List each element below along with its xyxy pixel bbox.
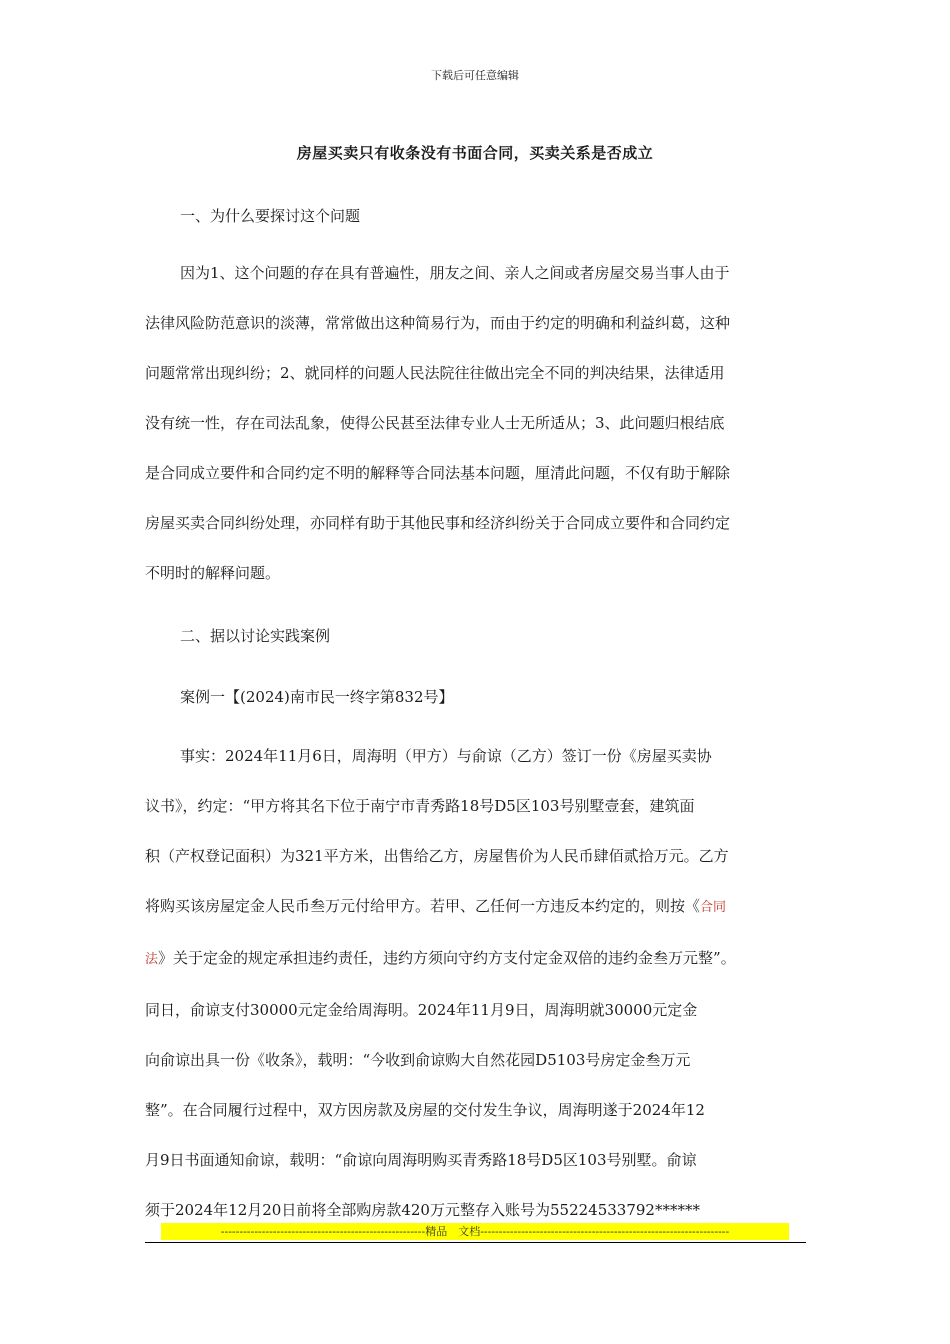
paragraph-line: 法律风险防范意识的淡薄，常常做出这种简易行为，而由于约定的明确和利益纠葛，这种 xyxy=(145,314,731,332)
paragraph-line: 没有统一性，存在司法乱象，使得公民甚至法律专业人士无所适从；3、此问题归根结底 xyxy=(145,414,725,432)
paragraph-reasons xyxy=(145,248,810,598)
paragraph-line xyxy=(145,933,810,985)
document-title: 房屋买卖只有收条没有书面合同，买卖关系是否成立 xyxy=(296,144,654,162)
paragraph-text: 将购买该房屋定金人民币叁万元付给甲方。若甲、乙任何一方违反本约定的，则按《 xyxy=(145,897,701,915)
page-header-note: 下载后可任意编辑 xyxy=(431,69,519,82)
contract-law-link[interactable]: 法 xyxy=(145,952,159,967)
footer-divider xyxy=(145,1242,806,1243)
paragraph-line: 问题常常出现纠纷；2、就同样的问题人民法院往往做出完全不同的判决结果，法律适用 xyxy=(145,364,725,382)
paragraph-line: 积（产权登记面积）为321平方米，出售给乙方，房屋售价为人民币肆佰贰拾万元。乙方 xyxy=(145,847,729,865)
paragraph-line: 向俞谅出具一份《收条》，载明：“今收到俞谅购大自然花园D5103号房定金叁万元 xyxy=(145,1051,691,1069)
contract-law-link[interactable]: 合同 xyxy=(700,900,727,915)
paragraph-line: 不明时的解释问题。 xyxy=(145,564,281,582)
paragraph-line: 须于2024年12月20日前将全部购房款420万元整存入账号为55224533792****** xyxy=(145,1201,700,1219)
paragraph-line: 同日，俞谅支付30000元定金给周海明。2024年11月9日，周海明就30000元定金 xyxy=(145,1001,698,1019)
paragraph-facts xyxy=(145,731,810,1235)
section-heading-2: 二、据以讨论实践案例 xyxy=(180,627,331,645)
footer-highlight-band: -------------------------------------------------------精品 文档------------------------------------------------------------------- xyxy=(161,1223,789,1240)
paragraph-line: 整”。在合同履行过程中，双方因房款及房屋的交付发生争议，周海明遂于2024年12 xyxy=(145,1101,705,1119)
paragraph-text: 》关于定金的规定承担违约责任，违约方须向守约方支付定金双倍的违约金叁万元整”。 xyxy=(158,949,736,967)
paragraph-line: 因为1、这个问题的存在具有普遍性，朋友之间、亲人之间或者房屋交易当事人由于 xyxy=(180,264,730,282)
paragraph-line: 房屋买卖合同纠纷处理，亦同样有助于其他民事和经济纠纷关于合同成立要件和合同约定 xyxy=(145,514,731,532)
paragraph-line xyxy=(145,881,810,933)
paragraph-line: 议书》，约定：“甲方将其名下位于南宁市青秀路18号D5区103号别墅壹套，建筑面 xyxy=(145,797,695,815)
case-heading: 案例一【(2024)南市民一终字第832号】 xyxy=(180,688,454,706)
paragraph-line: 是合同成立要件和合同约定不明的解释等合同法基本问题，厘清此问题，不仅有助于解除 xyxy=(145,464,731,482)
paragraph-line: 月9日书面通知俞谅，载明：“俞谅向周海明购买青秀路18号D5区103号别墅。俞谅 xyxy=(145,1151,697,1169)
paragraph-line: 事实：2024年11月6日，周海明（甲方）与俞谅（乙方）签订一份《房屋买卖协 xyxy=(180,747,712,765)
section-heading-1: 一、为什么要探讨这个问题 xyxy=(180,207,361,225)
